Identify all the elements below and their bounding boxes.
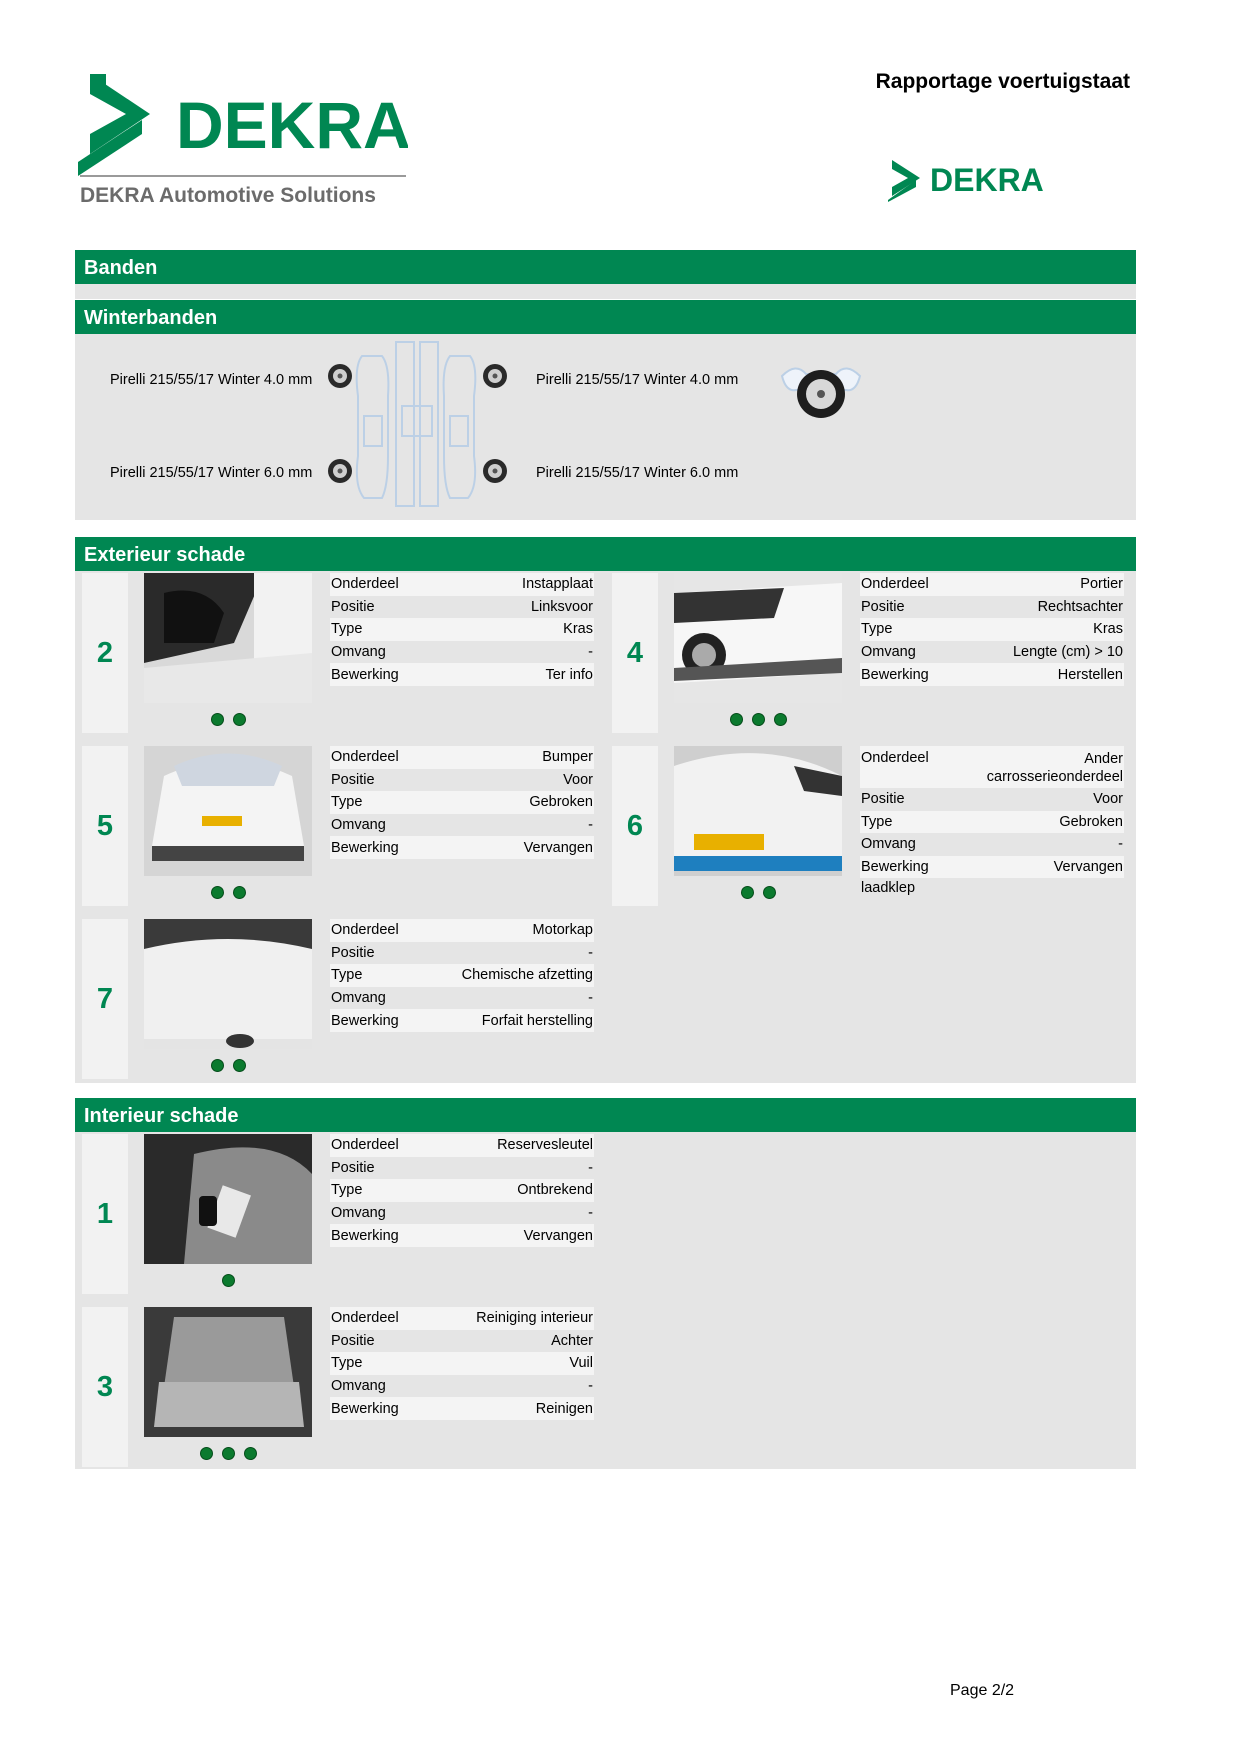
damage-card bbox=[612, 746, 1136, 906]
wheel-front-right-icon bbox=[481, 362, 509, 390]
photo-pager[interactable] bbox=[674, 713, 842, 726]
report-title: Rapportage voertuigstaat bbox=[875, 70, 1130, 93]
damage-details bbox=[330, 573, 594, 686]
damage-details bbox=[860, 573, 1124, 686]
damage-number: 4 bbox=[612, 573, 658, 733]
damage-number: 2 bbox=[82, 573, 128, 733]
damage-details bbox=[860, 746, 1124, 898]
wheel-rear-left-icon bbox=[326, 457, 354, 485]
detail-row: Bewerking Forfait herstelling bbox=[330, 1009, 594, 1032]
dekra-small-logo bbox=[888, 158, 1048, 202]
section-banden: Banden bbox=[75, 250, 1136, 284]
damage-card bbox=[82, 919, 612, 1079]
damage-photo[interactable] bbox=[144, 746, 312, 876]
banden-spacer bbox=[75, 284, 1136, 299]
page-number: Page 2/2 bbox=[950, 1682, 1015, 1699]
section-interieur-schade: Interieur schade bbox=[75, 1098, 1136, 1132]
detail-row: Onderdeel Ander carrosserieonderdeel bbox=[860, 746, 1124, 788]
detail-row: Bewerking Reinigen bbox=[330, 1397, 594, 1420]
detail-row: Onderdeel Reservesleutel bbox=[330, 1134, 594, 1157]
detail-row: Bewerking Vervangen bbox=[860, 856, 1124, 879]
damage-number: 6 bbox=[612, 746, 658, 906]
detail-row: Onderdeel Portier bbox=[860, 573, 1124, 596]
damage-card bbox=[612, 573, 1136, 733]
damage-number: 1 bbox=[82, 1134, 128, 1294]
detail-row: Type Ontbrekend bbox=[330, 1179, 594, 1202]
detail-row: Type Kras bbox=[330, 618, 594, 641]
detail-row: Positie Linksvoor bbox=[331, 598, 593, 615]
section-winterbanden: Winterbanden bbox=[75, 300, 1136, 334]
detail-row: Omvang - bbox=[861, 836, 1123, 853]
damage-photo[interactable] bbox=[144, 1134, 312, 1264]
damage-card bbox=[82, 573, 612, 733]
damage-details bbox=[330, 746, 594, 859]
photo-pager[interactable] bbox=[674, 886, 842, 899]
dekra-logo bbox=[78, 70, 408, 210]
logo-wordmark: DEKRA bbox=[176, 88, 408, 162]
tyre-front-right: Pirelli 215/55/17 Winter 4.0 mm bbox=[536, 372, 739, 388]
damage-photo[interactable] bbox=[674, 573, 842, 703]
detail-row: Onderdeel Reiniging interieur bbox=[330, 1307, 594, 1330]
logo-subtitle: DEKRA Automotive Solutions bbox=[80, 184, 376, 207]
detail-row: Bewerking Vervangen bbox=[330, 836, 594, 859]
photo-pager[interactable] bbox=[144, 886, 312, 899]
detail-row: Type Kras bbox=[860, 618, 1124, 641]
detail-row: Onderdeel Instapplaat bbox=[330, 573, 594, 596]
damage-details bbox=[330, 1134, 594, 1247]
detail-row: Type Gebroken bbox=[330, 791, 594, 814]
wheel-rear-right-icon bbox=[481, 457, 509, 485]
detail-row: Omvang - bbox=[331, 817, 593, 834]
detail-row: Type Chemische afzetting bbox=[330, 964, 594, 987]
damage-card bbox=[82, 1134, 612, 1294]
detail-row: Onderdeel Motorkap bbox=[330, 919, 594, 942]
tyre-front-left: Pirelli 215/55/17 Winter 4.0 mm bbox=[110, 372, 313, 388]
detail-row: Type Vuil bbox=[330, 1352, 594, 1375]
tyre-panel bbox=[75, 334, 1136, 520]
detail-row: Onderdeel Bumper bbox=[330, 746, 594, 769]
detail-row: Positie - bbox=[331, 944, 593, 961]
detail-row: Bewerking Ter info bbox=[330, 663, 594, 686]
damage-photo[interactable] bbox=[144, 919, 312, 1049]
damage-number: 7 bbox=[82, 919, 128, 1079]
damage-photo[interactable] bbox=[144, 573, 312, 703]
damage-details bbox=[330, 1307, 594, 1420]
detail-row: Type Gebroken bbox=[860, 811, 1124, 834]
damage-photo[interactable] bbox=[674, 746, 842, 876]
svg-text:DEKRA: DEKRA bbox=[930, 162, 1044, 198]
spare-wheel-icon bbox=[776, 354, 866, 424]
damage-card bbox=[82, 1307, 612, 1467]
damage-remark: laadklep bbox=[861, 880, 916, 897]
detail-row: Omvang Lengte (cm) > 10 bbox=[861, 644, 1123, 661]
damage-number: 5 bbox=[82, 746, 128, 906]
tyre-rear-left: Pirelli 215/55/17 Winter 6.0 mm bbox=[110, 465, 313, 481]
photo-pager[interactable] bbox=[144, 1059, 312, 1072]
detail-row: Positie Voor bbox=[331, 771, 593, 788]
detail-row: Omvang - bbox=[331, 990, 593, 1007]
detail-row: Omvang - bbox=[331, 1378, 593, 1395]
detail-row: Omvang - bbox=[331, 1205, 593, 1222]
detail-row: Positie Rechtsachter bbox=[861, 598, 1123, 615]
damage-number: 3 bbox=[82, 1307, 128, 1467]
photo-pager[interactable] bbox=[144, 1447, 312, 1460]
damage-photo[interactable] bbox=[144, 1307, 312, 1437]
tyre-rear-right: Pirelli 215/55/17 Winter 6.0 mm bbox=[536, 465, 739, 481]
dekra-arrow-icon bbox=[78, 74, 150, 176]
detail-row: Omvang - bbox=[331, 644, 593, 661]
damage-card bbox=[82, 746, 612, 906]
damage-details bbox=[330, 919, 594, 1032]
detail-row: Positie Achter bbox=[331, 1332, 593, 1349]
photo-pager[interactable] bbox=[144, 1274, 312, 1287]
detail-row: Bewerking Herstellen bbox=[860, 663, 1124, 686]
detail-row: Positie Voor bbox=[861, 791, 1123, 808]
section-exterieur-schade: Exterieur schade bbox=[75, 537, 1136, 571]
detail-row: Bewerking Vervangen bbox=[330, 1224, 594, 1247]
wheel-front-left-icon bbox=[326, 362, 354, 390]
photo-pager[interactable] bbox=[144, 713, 312, 726]
detail-row: Positie - bbox=[331, 1159, 593, 1176]
